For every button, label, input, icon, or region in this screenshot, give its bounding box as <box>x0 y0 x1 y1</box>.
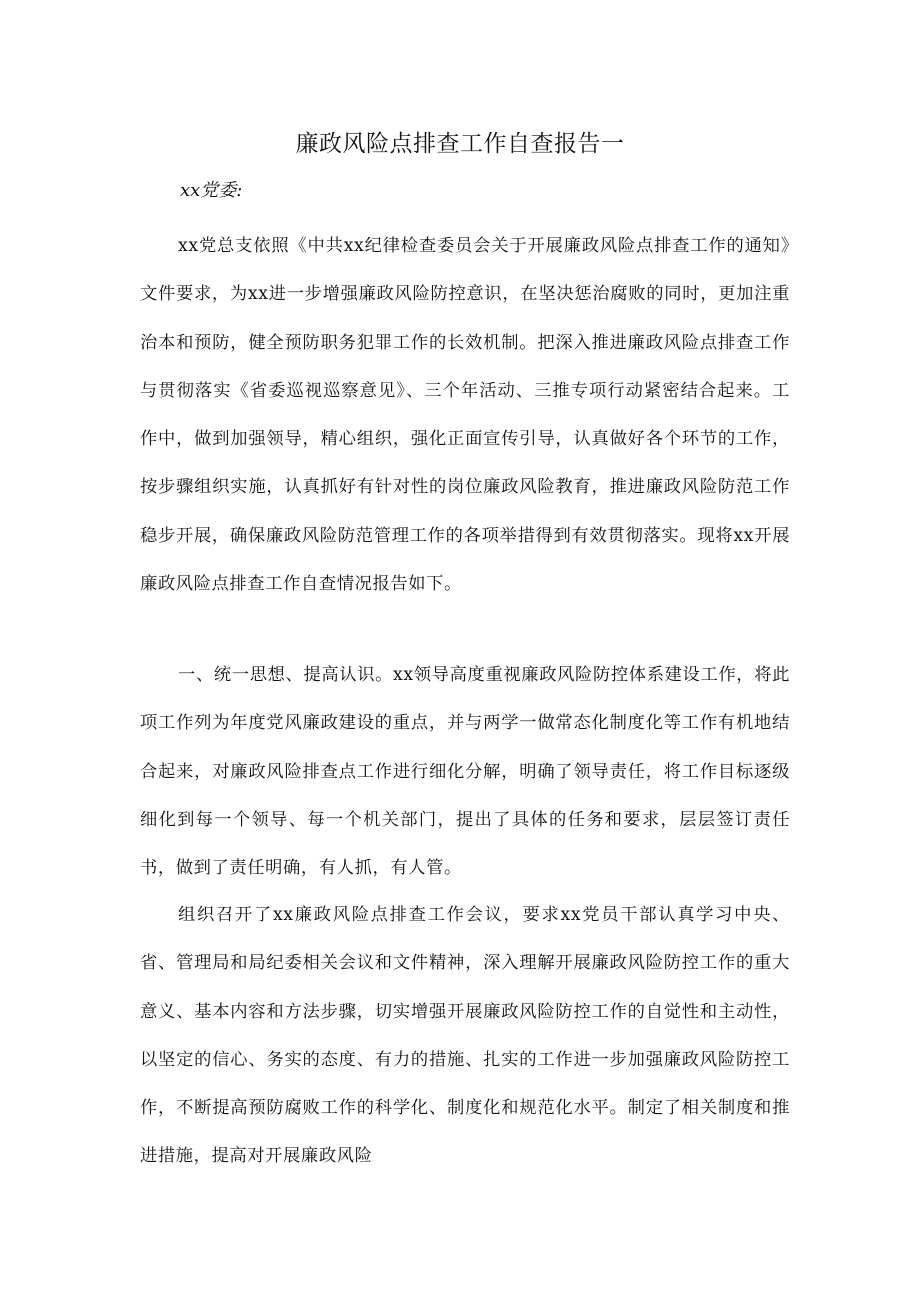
paragraph-meeting: 组织召开了xx廉政风险点排查工作会议，要求xx党员干部认真学习中央、省、管理局和局纪委相关会议和文件精神，深入理解开展廉政风险防控工作的重大意义、基本内容和方法步骤，切实增强开展廉政风险防控工作的自觉性和主动性，以坚定的信心、务实的态度、有力的措施、扎实的工作进一步加强廉政风险防控工作，不断提高预防腐败工作的科学化、制度化和规范化水平。制定了相关制度和推进措施，提高对开展廉政风险 <box>140 905 790 1167</box>
paragraph-intro: xx党总支依照《中共xx纪律检查委员会关于开展廉政风险点排查工作的通知》文件要求，为xx进一步增强廉政风险防控意识，在坚决惩治腐败的同时，更加注重治本和预防，健全预防职务犯罪工作的长效机制。把深入推进廉政风险点排查工作与贯彻落实《省委巡视巡察意见》、三个年活动、三推专项行动紧密结合起来。工作中，做到加强领导，精心组织，强化正面宣传引导，认真做好各个环节的工作，按步骤组织实施，认真抓好有针对性的岗位廉政风险教育，推进廉政风险防范工作稳步开展，确保廉政风险防范管理工作的各项举措得到有效贯彻落实。现将xx开展廉政风险点排查工作自查情况报告如下。 <box>140 236 790 595</box>
paragraph-section-one: 一、统一思想、提高认识。xx领导高度重视廉政风险防控体系建设工作，将此项工作列为年度党风廉政建设的重点，并与两学一做常态化制度化等工作有机地结合起来，对廉政风险排查点工作进行细化分解，明确了领导责任，将工作目标逐级细化到每一个领导、每一个机关部门，提出了具体的任务和要求，层层签订责任书，做到了责任明确，有人抓，有人管。 <box>140 665 790 879</box>
document-title: 廉政风险点排查工作自查报告一 <box>295 131 625 157</box>
salutation: xx党委: <box>180 180 243 201</box>
